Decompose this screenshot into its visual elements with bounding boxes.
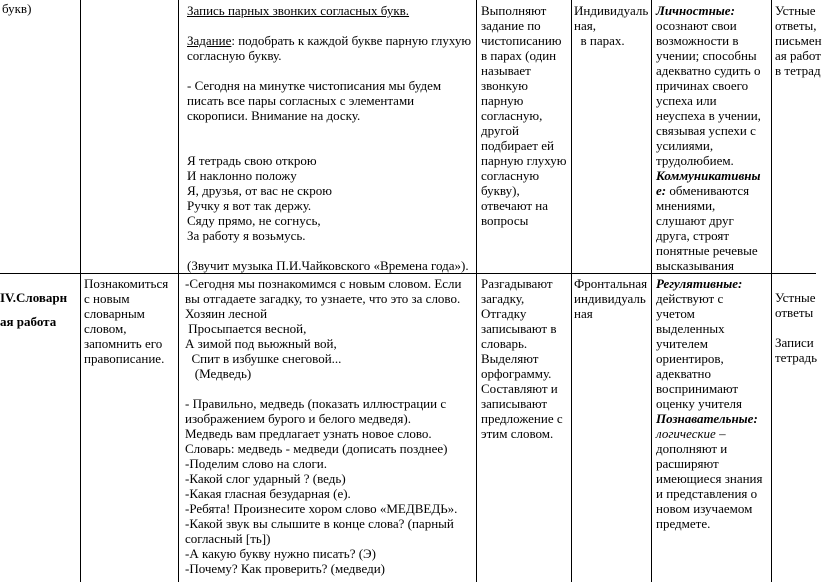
uud-line: имеющиеся знания	[656, 471, 763, 486]
goal-line: с новым	[84, 291, 130, 306]
comm-label: Коммуникативны	[656, 168, 761, 183]
dialog-line: -Какой звук вы слышите в конце слова? (парный	[185, 516, 454, 531]
student-line: называет	[481, 63, 531, 78]
student-line: согласную,	[481, 108, 543, 123]
uud-line: оценку учителя	[656, 396, 742, 411]
intro-line: - Сегодня на минутке чистописания мы будем	[187, 78, 442, 93]
uud-line: друга, строят	[656, 228, 730, 243]
uud-line: причинах своего	[656, 78, 749, 93]
goal-line: правописание.	[84, 351, 165, 366]
uud-line: понятные речевые	[656, 243, 758, 258]
row2-teacher-cell	[178, 276, 476, 582]
control-line: ответы,	[775, 18, 817, 33]
reg-label: Регулятивные:	[656, 276, 743, 291]
stage-title: IV.Словарн	[0, 290, 68, 305]
goal-line: Познакомиться	[84, 276, 169, 291]
riddle-line: А зимой под вьюжный вой,	[185, 336, 337, 351]
uud-line: обмениваются	[666, 183, 750, 198]
uud-line: высказывания	[656, 258, 735, 273]
student-line: чистописанию	[481, 33, 562, 48]
uud-line: действуют с	[656, 291, 724, 306]
row2-student-cell	[476, 276, 571, 582]
cog-label: Познавательные:	[656, 411, 758, 426]
cog-line	[656, 426, 771, 441]
task-line	[187, 33, 476, 48]
student-line: этим словом.	[481, 426, 554, 441]
control-line: Устные	[775, 3, 816, 18]
student-line: парную глухую	[481, 153, 567, 168]
uud-line: выделенных	[656, 321, 725, 336]
stage-title: ая работа	[0, 314, 57, 329]
comm-label: е:	[656, 183, 667, 198]
music-note: (Звучит музыка П.И.Чайковского «Времена года»).	[187, 258, 469, 273]
student-line: предложение с	[481, 411, 563, 426]
dialog-line: - Правильно, медведь (показать иллюстрации с	[185, 396, 447, 411]
row1-stage-cell	[0, 1, 80, 273]
teacher-line: вы отгадаете загадку, то узнаете, что это за слово.	[185, 291, 461, 306]
uud-line: расширяют	[656, 456, 719, 471]
uud-line: адекватно судить о	[656, 63, 761, 78]
uud-line: возможности в	[656, 33, 739, 48]
riddle-line: Хозяин лесной	[185, 306, 268, 321]
goal-line: словом,	[84, 321, 127, 336]
uud-line: учетом	[656, 306, 695, 321]
uud-line: –	[715, 426, 726, 441]
stage-text: букв)	[2, 1, 32, 16]
form-line: ная,	[574, 18, 596, 33]
student-line: записывают	[481, 396, 548, 411]
riddle-line: Просыпается весной,	[185, 321, 307, 336]
student-line: Разгадывают	[481, 276, 553, 291]
uud-line: учителем	[656, 336, 708, 351]
goal-line: словарным	[84, 306, 145, 321]
control-line: ая работ	[775, 48, 821, 63]
poem-line: И наклонно положу	[187, 168, 297, 183]
riddle-line: Спит в избушке снеговой...	[185, 351, 342, 366]
student-line: звонкую	[481, 78, 528, 93]
control-line: Записи	[775, 335, 814, 350]
uud-line: учении; способны	[656, 48, 757, 63]
student-line: другой	[481, 123, 519, 138]
student-line: Отгадку	[481, 306, 527, 321]
student-line: в парах (один	[481, 48, 557, 63]
intro-line: скорописи. Внимание на доску.	[187, 108, 361, 123]
student-line: Составляют и	[481, 381, 558, 396]
intro-line: писать все пары согласных с элементами	[187, 93, 415, 108]
riddle-line: (Медведь)	[185, 366, 252, 381]
dialog-line: -Ребята! Произнесите хором слово «МЕДВЕДЬ».	[185, 501, 458, 516]
student-line: словарь.	[481, 336, 528, 351]
row1-form-cell	[571, 3, 651, 273]
student-line: букву),	[481, 183, 520, 198]
form-line: в парах.	[574, 33, 625, 48]
dialog-line: -Какой слог ударный ? (ведь)	[185, 471, 346, 486]
cog-italic: логические	[656, 426, 716, 441]
uud-line: неуспеха в учении,	[656, 108, 761, 123]
task-text: согласную букву.	[187, 48, 282, 63]
row-divider	[0, 273, 816, 274]
uud-line: усилиями,	[656, 138, 714, 153]
uud-line: ориентиров,	[656, 351, 724, 366]
personal-label: Личностные:	[656, 3, 735, 18]
student-line: вопросы	[481, 213, 529, 228]
dialog-line: Словарь: медведь - медведи (дописать позднее)	[185, 441, 448, 456]
control-line: в тетрад	[775, 63, 821, 78]
student-line: подбирает ей	[481, 138, 554, 153]
student-line: загадку,	[481, 291, 525, 306]
uud-line: предмете.	[656, 516, 711, 531]
control-line: письмен	[775, 33, 822, 48]
row1-student-cell	[476, 3, 571, 273]
student-line: записывают в	[481, 321, 557, 336]
task-text: : подобрать к каждой букве парную глухую	[231, 33, 472, 48]
row1-control-cell	[771, 3, 822, 273]
form-line: Фронтальная	[574, 276, 648, 291]
row2-form-cell	[571, 276, 651, 582]
row2-stage-cell	[0, 290, 80, 582]
uud-line: слушают друг	[656, 213, 734, 228]
student-line: Выполняют	[481, 3, 547, 18]
poem-line: За работу я возьмусь.	[187, 228, 306, 243]
student-line: парную	[481, 93, 524, 108]
uud-line: и представления о	[656, 486, 758, 501]
student-line: задание по	[481, 18, 541, 33]
dialog-line: Медведь вам предлагает узнать новое слово.	[185, 426, 432, 441]
dialog-line: -Поделим слово на слоги.	[185, 456, 327, 471]
form-line: Индивидуаль	[574, 3, 649, 18]
row2-control-cell	[771, 290, 816, 582]
row1-uud-cell	[651, 3, 771, 273]
row2-uud-cell	[651, 276, 771, 582]
row2-goal-cell	[80, 276, 178, 582]
uud-line: новом изучаемом	[656, 501, 753, 516]
poem-line: Сяду прямо, не согнусь,	[187, 213, 321, 228]
control-line: ответы	[775, 305, 814, 320]
student-line: согласную	[481, 168, 540, 183]
uud-line: мнениями,	[656, 198, 716, 213]
uud-line: трудолюбием.	[656, 153, 734, 168]
form-line: ная	[574, 306, 593, 321]
teacher-title: Запись парных звонких согласных букв.	[187, 3, 410, 18]
uud-line: адекватно	[656, 366, 712, 381]
student-line: отвечают на	[481, 198, 549, 213]
comm-line	[656, 183, 771, 198]
uud-line: успеха или	[656, 93, 717, 108]
dialog-line: -Почему? Как проверить? (медведи)	[185, 561, 385, 576]
student-line: Выделяют	[481, 351, 539, 366]
poem-line: Ручку я вот так держу.	[187, 198, 312, 213]
control-line	[775, 320, 816, 335]
form-line: индивидуаль	[574, 291, 646, 306]
control-line: тетрадь	[775, 350, 818, 365]
uud-line: дополняют и	[656, 441, 728, 456]
student-line: орфограмму.	[481, 366, 552, 381]
row1-teacher-cell	[178, 3, 476, 273]
dialog-line: -Какая гласная безударная (е).	[185, 486, 351, 501]
dialog-line: согласный [ть])	[185, 531, 271, 546]
task-label: Задание	[187, 33, 232, 48]
poem-line: Я, друзья, от вас не скрою	[187, 183, 332, 198]
dialog-line: -А какую букву нужно писать? (Э)	[185, 546, 376, 561]
uud-line: воспринимают	[656, 381, 739, 396]
poem-line: Я тетрадь свою открою	[187, 153, 317, 168]
uud-line: связывая успехи с	[656, 123, 756, 138]
control-line: Устные	[775, 290, 816, 305]
dialog-line: изображением бурого и белого медведя).	[185, 411, 411, 426]
goal-line: запомнить его	[84, 336, 163, 351]
teacher-line: -Сегодня мы познакомимся с новым словом. Если	[185, 276, 462, 291]
uud-line: осознают свои	[656, 18, 737, 33]
